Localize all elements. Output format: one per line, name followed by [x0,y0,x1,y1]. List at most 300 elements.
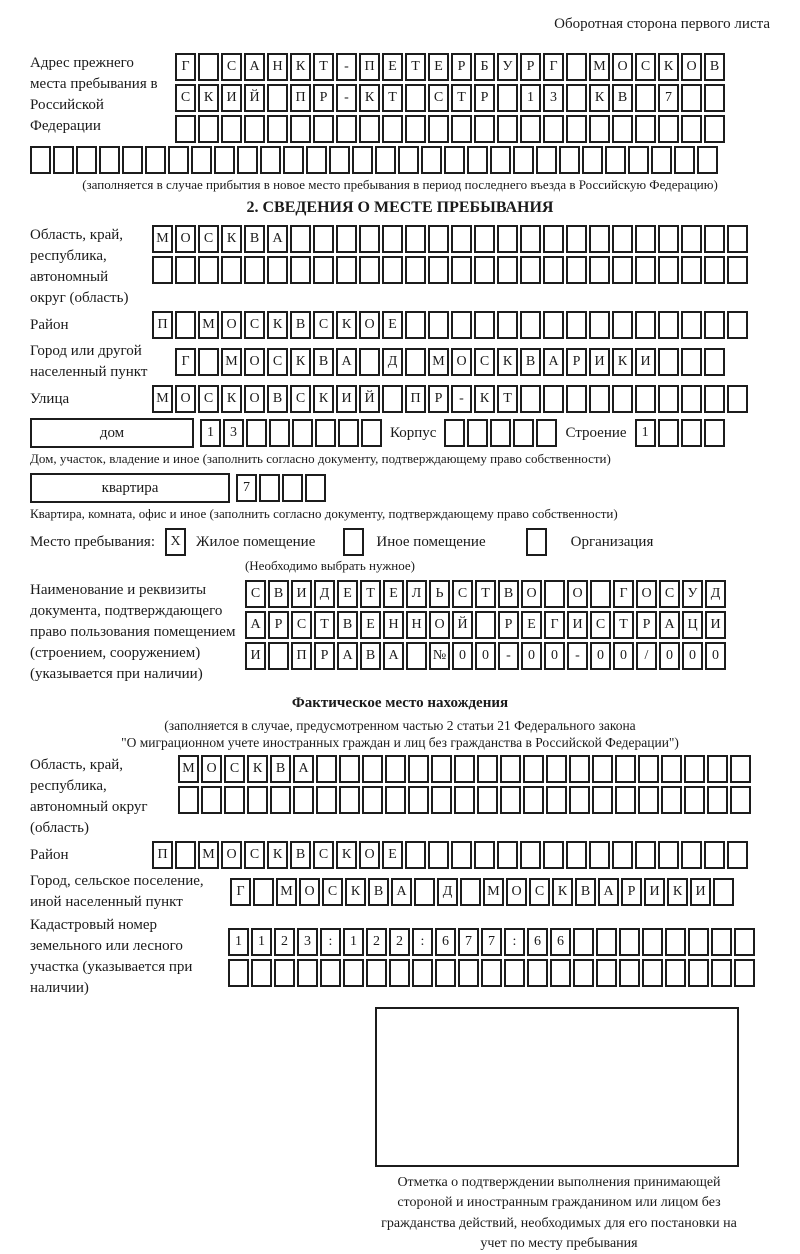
char-box[interactable]: С [244,311,265,339]
char-box[interactable]: С [198,385,219,413]
char-box[interactable] [727,841,748,869]
char-box[interactable]: 0 [544,642,565,670]
char-box[interactable]: 1 [635,419,656,447]
char-box[interactable]: 3 [543,84,564,112]
char-box[interactable] [589,385,610,413]
char-box[interactable] [681,311,702,339]
char-box[interactable] [251,959,272,987]
char-box[interactable]: К [667,878,688,906]
char-box[interactable]: А [267,225,288,253]
char-box[interactable] [269,419,290,447]
char-box[interactable] [336,225,357,253]
char-box[interactable] [704,225,725,253]
char-box[interactable] [520,225,541,253]
char-box[interactable] [460,878,481,906]
char-box[interactable] [661,755,682,783]
char-box[interactable] [635,115,656,143]
char-box[interactable]: М [152,225,173,253]
char-box[interactable] [681,348,702,376]
char-box[interactable]: Й [452,611,473,639]
char-box[interactable]: : [504,928,525,956]
char-box[interactable] [316,786,337,814]
char-box[interactable]: К [336,841,357,869]
char-box[interactable] [320,959,341,987]
char-box[interactable] [520,115,541,143]
char-box[interactable] [681,841,702,869]
char-box[interactable] [313,256,334,284]
char-box[interactable]: А [543,348,564,376]
char-box[interactable]: А [293,755,314,783]
char-box[interactable] [454,786,475,814]
char-box[interactable] [684,786,705,814]
char-box[interactable] [198,115,219,143]
char-box[interactable] [359,348,380,376]
char-box[interactable] [306,146,327,174]
char-box[interactable]: А [391,878,412,906]
char-box[interactable] [359,225,380,253]
char-box[interactable]: О [175,225,196,253]
char-box[interactable]: С [290,385,311,413]
char-box[interactable] [428,256,449,284]
char-box[interactable] [385,755,406,783]
char-box[interactable] [523,755,544,783]
char-box[interactable] [730,755,751,783]
char-box[interactable]: № [429,642,450,670]
char-box[interactable] [382,385,403,413]
char-box[interactable]: С [267,348,288,376]
char-box[interactable] [546,786,567,814]
char-box[interactable] [428,225,449,253]
char-box[interactable] [504,959,525,987]
char-box[interactable] [681,115,702,143]
char-box[interactable]: 7 [236,474,257,502]
char-box[interactable] [290,115,311,143]
char-box[interactable]: М [221,348,242,376]
char-box[interactable] [224,786,245,814]
char-box[interactable] [628,146,649,174]
char-box[interactable]: Р [313,84,334,112]
char-box[interactable] [221,256,242,284]
char-box[interactable]: Е [382,311,403,339]
char-box[interactable] [315,419,336,447]
char-box[interactable]: Г [230,878,251,906]
char-box[interactable] [638,786,659,814]
char-box[interactable]: С [221,53,242,81]
char-box[interactable] [635,841,656,869]
char-box[interactable]: О [221,841,242,869]
char-box[interactable] [467,146,488,174]
char-box[interactable] [704,84,725,112]
char-box[interactable] [451,311,472,339]
char-box[interactable] [619,959,640,987]
char-box[interactable] [375,146,396,174]
char-box[interactable]: 7 [658,84,679,112]
char-box[interactable] [573,959,594,987]
char-box[interactable] [198,256,219,284]
char-box[interactable] [638,755,659,783]
char-box[interactable] [635,256,656,284]
char-box[interactable]: В [520,348,541,376]
char-box[interactable]: К [198,84,219,112]
char-box[interactable] [566,256,587,284]
char-box[interactable]: К [658,53,679,81]
char-box[interactable] [730,786,751,814]
char-box[interactable]: Т [360,580,381,608]
char-box[interactable]: Р [621,878,642,906]
char-box[interactable]: 6 [550,928,571,956]
char-box[interactable] [520,256,541,284]
char-box[interactable] [343,959,364,987]
char-box[interactable]: Т [405,53,426,81]
char-box[interactable]: Й [244,84,265,112]
char-box[interactable] [543,841,564,869]
char-box[interactable]: И [291,580,312,608]
char-box[interactable] [406,642,427,670]
char-box[interactable] [658,385,679,413]
char-box[interactable] [53,146,74,174]
char-box[interactable] [727,311,748,339]
char-box[interactable]: / [636,642,657,670]
char-box[interactable]: Л [406,580,427,608]
char-box[interactable] [569,755,590,783]
char-box[interactable]: 7 [458,928,479,956]
char-box[interactable] [481,959,502,987]
char-box[interactable] [681,256,702,284]
char-box[interactable]: 1 [251,928,272,956]
char-box[interactable] [293,786,314,814]
char-box[interactable]: В [575,878,596,906]
char-box[interactable]: 3 [297,928,318,956]
char-box[interactable] [451,256,472,284]
char-box[interactable]: М [276,878,297,906]
char-box[interactable]: О [567,580,588,608]
char-box[interactable] [635,385,656,413]
char-box[interactable]: Р [498,611,519,639]
char-box[interactable] [658,841,679,869]
char-box[interactable]: С [474,348,495,376]
char-box[interactable] [175,841,196,869]
char-box[interactable] [658,225,679,253]
char-box[interactable] [536,146,557,174]
char-box[interactable]: В [270,755,291,783]
char-box[interactable]: К [221,225,242,253]
char-box[interactable]: И [567,611,588,639]
char-box[interactable] [274,959,295,987]
char-box[interactable] [474,311,495,339]
char-box[interactable]: В [267,385,288,413]
char-box[interactable]: С [313,841,334,869]
char-box[interactable] [605,146,626,174]
char-box[interactable]: : [412,928,433,956]
char-box[interactable]: С [322,878,343,906]
char-box[interactable]: - [451,385,472,413]
char-box[interactable]: 3 [223,419,244,447]
char-box[interactable] [688,959,709,987]
char-box[interactable] [651,146,672,174]
char-box[interactable]: С [244,841,265,869]
char-box[interactable]: О [359,311,380,339]
char-box[interactable] [513,419,534,447]
char-box[interactable]: В [368,878,389,906]
char-box[interactable] [313,115,334,143]
char-box[interactable] [589,225,610,253]
char-box[interactable]: М [198,311,219,339]
char-box[interactable] [244,115,265,143]
char-box[interactable]: - [336,53,357,81]
char-box[interactable] [711,959,732,987]
char-box[interactable] [497,841,518,869]
char-box[interactable]: С [590,611,611,639]
char-box[interactable] [290,225,311,253]
char-box[interactable] [612,256,633,284]
char-box[interactable] [428,311,449,339]
char-box[interactable] [431,786,452,814]
char-box[interactable]: И [705,611,726,639]
char-box[interactable]: Т [314,611,335,639]
char-box[interactable]: С [291,611,312,639]
char-box[interactable]: В [244,225,265,253]
char-box[interactable] [665,959,686,987]
char-box[interactable]: 0 [682,642,703,670]
char-box[interactable]: 0 [659,642,680,670]
char-box[interactable] [734,928,755,956]
char-box[interactable]: О [612,53,633,81]
char-box[interactable] [566,115,587,143]
char-box[interactable]: Ь [429,580,450,608]
char-box[interactable]: О [521,580,542,608]
char-box[interactable] [497,225,518,253]
char-box[interactable]: Е [360,611,381,639]
char-box[interactable] [405,115,426,143]
char-box[interactable] [336,256,357,284]
char-box[interactable] [589,841,610,869]
char-box[interactable]: 0 [521,642,542,670]
char-box[interactable] [559,146,580,174]
char-box[interactable]: 2 [274,928,295,956]
char-box[interactable] [145,146,166,174]
char-box[interactable]: П [290,84,311,112]
char-box[interactable]: 1 [520,84,541,112]
char-box[interactable] [175,115,196,143]
char-box[interactable]: Б [474,53,495,81]
char-box[interactable] [707,786,728,814]
char-box[interactable] [543,225,564,253]
char-box[interactable] [658,311,679,339]
char-box[interactable] [474,225,495,253]
char-box[interactable] [592,755,613,783]
char-box[interactable] [297,959,318,987]
char-box[interactable]: - [567,642,588,670]
char-box[interactable] [546,755,567,783]
char-box[interactable] [658,115,679,143]
char-box[interactable] [412,959,433,987]
char-box[interactable] [642,928,663,956]
char-box[interactable] [573,928,594,956]
char-box[interactable] [198,348,219,376]
char-box[interactable]: В [498,580,519,608]
char-box[interactable] [385,786,406,814]
char-box[interactable] [596,959,617,987]
char-box[interactable] [513,146,534,174]
char-box[interactable] [359,256,380,284]
char-box[interactable]: Д [382,348,403,376]
char-box[interactable]: О [636,580,657,608]
char-box[interactable]: Е [428,53,449,81]
char-box[interactable] [635,225,656,253]
char-box[interactable]: В [612,84,633,112]
char-box[interactable] [566,225,587,253]
char-box[interactable]: Г [544,611,565,639]
char-box[interactable]: И [635,348,656,376]
char-box[interactable] [382,256,403,284]
char-box[interactable] [405,841,426,869]
char-box[interactable]: К [474,385,495,413]
char-box[interactable] [244,256,265,284]
char-box[interactable] [566,311,587,339]
char-box[interactable] [247,786,268,814]
char-box[interactable] [405,256,426,284]
char-box[interactable] [444,419,465,447]
char-box[interactable] [405,225,426,253]
char-box[interactable] [428,115,449,143]
char-box[interactable]: И [221,84,242,112]
char-box[interactable]: П [152,841,173,869]
char-box[interactable] [704,385,725,413]
char-box[interactable]: Р [520,53,541,81]
char-box[interactable] [122,146,143,174]
char-box[interactable]: К [267,841,288,869]
char-box[interactable] [474,256,495,284]
char-box[interactable] [398,146,419,174]
char-box[interactable] [727,225,748,253]
char-box[interactable] [658,256,679,284]
char-box[interactable]: Р [636,611,657,639]
char-box[interactable] [316,755,337,783]
char-box[interactable] [451,841,472,869]
char-box[interactable] [191,146,212,174]
char-box[interactable]: Е [382,53,403,81]
char-box[interactable] [454,755,475,783]
char-box[interactable]: М [178,755,199,783]
char-box[interactable] [612,225,633,253]
char-box[interactable] [477,786,498,814]
char-box[interactable]: Д [705,580,726,608]
char-box[interactable] [30,146,51,174]
char-box[interactable] [267,115,288,143]
char-box[interactable] [475,611,496,639]
char-box[interactable] [175,256,196,284]
char-box[interactable] [536,419,557,447]
char-box[interactable] [99,146,120,174]
char-box[interactable]: П [291,642,312,670]
char-box[interactable]: В [360,642,381,670]
char-box[interactable] [543,311,564,339]
char-box[interactable] [428,841,449,869]
char-box[interactable] [704,115,725,143]
char-box[interactable] [523,786,544,814]
char-box[interactable] [305,474,326,502]
char-box[interactable] [467,419,488,447]
char-box[interactable]: П [405,385,426,413]
char-box[interactable]: 6 [527,928,548,956]
char-box[interactable] [359,115,380,143]
char-box[interactable]: М [152,385,173,413]
char-box[interactable]: М [589,53,610,81]
char-box[interactable]: 0 [705,642,726,670]
char-box[interactable]: И [690,878,711,906]
char-box[interactable] [566,841,587,869]
char-box[interactable] [713,878,734,906]
char-box[interactable]: К [313,385,334,413]
char-box[interactable]: И [644,878,665,906]
char-box[interactable] [734,959,755,987]
char-box[interactable] [343,528,364,556]
char-box[interactable]: К [336,311,357,339]
char-box[interactable] [566,385,587,413]
char-box[interactable] [270,786,291,814]
char-box[interactable]: Р [268,611,289,639]
char-box[interactable] [544,580,565,608]
char-box[interactable] [612,841,633,869]
char-box[interactable]: Р [428,385,449,413]
char-box[interactable]: О [221,311,242,339]
char-box[interactable]: В [337,611,358,639]
char-box[interactable]: 1 [200,419,221,447]
char-box[interactable]: Т [497,385,518,413]
char-box[interactable] [175,311,196,339]
char-box[interactable] [490,146,511,174]
char-box[interactable] [408,755,429,783]
char-box[interactable]: X [165,528,186,556]
char-box[interactable] [707,755,728,783]
char-box[interactable] [246,419,267,447]
char-box[interactable]: К [497,348,518,376]
char-box[interactable] [339,755,360,783]
char-box[interactable] [338,419,359,447]
char-box[interactable]: А [659,611,680,639]
char-box[interactable]: К [345,878,366,906]
char-box[interactable]: К [267,311,288,339]
char-box[interactable] [389,959,410,987]
char-box[interactable]: О [429,611,450,639]
char-box[interactable]: С [313,311,334,339]
char-box[interactable]: Т [313,53,334,81]
char-box[interactable]: 1 [343,928,364,956]
char-box[interactable] [405,311,426,339]
char-box[interactable]: А [598,878,619,906]
char-box[interactable]: М [198,841,219,869]
char-box[interactable] [661,786,682,814]
char-box[interactable] [550,959,571,987]
char-box[interactable]: А [383,642,404,670]
char-box[interactable] [198,53,219,81]
char-box[interactable]: О [201,755,222,783]
char-box[interactable]: К [290,53,311,81]
char-box[interactable]: О [506,878,527,906]
char-box[interactable] [704,311,725,339]
char-box[interactable] [382,225,403,253]
char-box[interactable]: Т [475,580,496,608]
char-box[interactable] [282,474,303,502]
char-box[interactable] [612,115,633,143]
char-box[interactable] [681,225,702,253]
char-box[interactable] [201,786,222,814]
char-box[interactable] [497,84,518,112]
char-box[interactable] [283,146,304,174]
char-box[interactable] [520,385,541,413]
char-box[interactable]: Н [267,53,288,81]
char-box[interactable] [267,256,288,284]
